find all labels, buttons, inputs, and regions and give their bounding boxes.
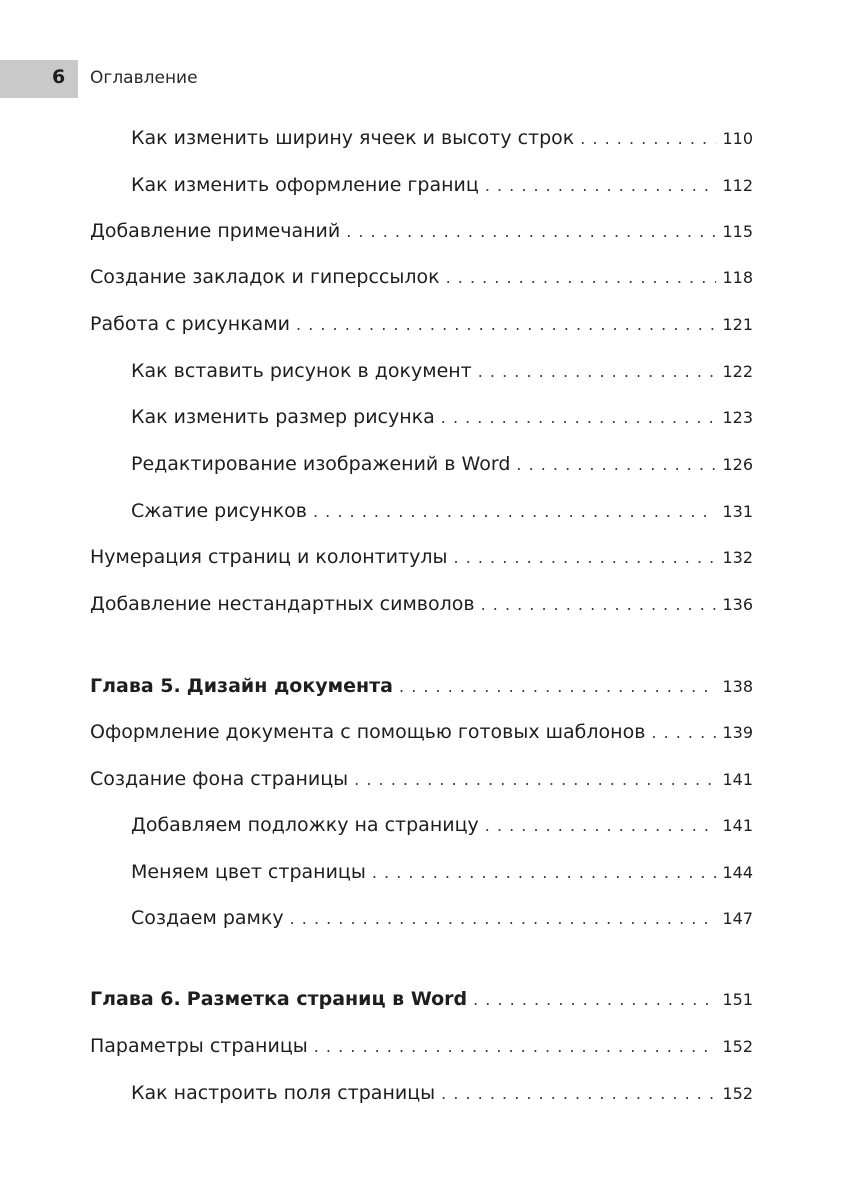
toc-entry <box>131 358 753 384</box>
toc-entry-page: 131 <box>722 502 753 521</box>
toc-entry-title: Меняем цвет страницы <box>131 861 366 883</box>
toc-entry-title: Параметры страницы <box>90 1035 308 1057</box>
toc-entry <box>90 311 753 337</box>
toc-leader-dots <box>313 499 716 525</box>
toc-leader-dots <box>372 860 717 886</box>
toc-entry-title: Как изменить ширину ячеек и высоту строк <box>131 127 575 149</box>
toc-entry-page: 126 <box>722 455 753 474</box>
toc-entry-page: 122 <box>722 362 753 381</box>
toc-entry-title: Как настроить поля страницы <box>131 1082 436 1104</box>
toc-leader-dots <box>481 592 717 618</box>
toc-entry-page: 110 <box>722 129 753 148</box>
toc-entry-page: 118 <box>722 268 753 287</box>
toc-entry <box>90 1033 753 1059</box>
toc-chapter-title <box>90 673 393 699</box>
toc-entry <box>90 719 753 745</box>
toc-entry <box>131 812 753 838</box>
toc-entry-page: 141 <box>722 770 753 789</box>
toc-entry-page: 138 <box>722 677 753 696</box>
toc-entry <box>90 591 753 617</box>
toc-entry-title: Как изменить оформление границ <box>131 174 479 196</box>
toc-entry <box>131 905 753 931</box>
toc-entry <box>131 404 753 430</box>
toc-entry-title: Добавляем подложку на страницу <box>131 814 479 836</box>
toc-leader-dots <box>399 674 716 700</box>
toc-leader-dots <box>485 173 717 199</box>
toc-leader-dots <box>296 312 716 338</box>
toc-entry-title: Создание фона страницы <box>90 768 349 790</box>
toc-entry-title: Добавление примечаний <box>90 220 341 242</box>
toc-entry <box>90 264 753 290</box>
toc-leader-dots <box>485 813 717 839</box>
toc-entry-page: 151 <box>722 990 753 1009</box>
chapter-title: Разметка страниц в Word <box>186 988 468 1010</box>
toc-entry <box>131 172 753 198</box>
toc-leader-dots <box>346 219 716 245</box>
toc-entry-title: Как изменить размер рисунка <box>131 406 435 428</box>
toc-entry-title: Сжатие рисунков <box>131 500 307 522</box>
toc-leader-dots <box>473 987 716 1013</box>
toc-entry-page: 144 <box>722 863 753 882</box>
toc-entry-title: Как вставить рисунок в документ <box>131 360 472 382</box>
toc-leader-dots <box>580 126 716 152</box>
toc-entry-page: 115 <box>722 222 753 241</box>
toc-entry-page: 121 <box>722 315 753 334</box>
toc-entry-page: 147 <box>722 909 753 928</box>
toc-entry-title: Оформление документа с помощью готовых шаблонов <box>90 721 646 743</box>
toc-entry <box>131 125 753 151</box>
toc-leader-dots <box>516 452 716 478</box>
toc-entry-page: 141 <box>722 816 753 835</box>
chapter-number: Глава 5. <box>90 675 181 697</box>
toc-leader-dots <box>441 1081 716 1107</box>
page-number: 6 <box>52 66 66 88</box>
toc-entry-page: 112 <box>722 176 753 195</box>
toc-entry <box>131 498 753 524</box>
toc-entry-page: 136 <box>722 595 753 614</box>
toc-entry <box>131 451 753 477</box>
running-title: Оглавление <box>90 68 198 88</box>
toc-entry-title: Создание закладок и гиперссылок <box>90 266 440 288</box>
toc-leader-dots <box>478 359 717 385</box>
chapter-title: Дизайн документа <box>186 675 394 697</box>
toc-entry-page: 152 <box>722 1084 753 1103</box>
toc-entry <box>90 766 753 792</box>
toc-entry-title: Создаем рамку <box>131 907 284 929</box>
toc-entry <box>90 218 753 244</box>
toc-entry-title: Добавление нестандартных символов <box>90 593 475 615</box>
chapter-number: Глава 6. <box>90 988 181 1010</box>
toc-leader-dots <box>441 405 717 431</box>
toc-leader-dots <box>354 767 716 793</box>
toc-chapter-entry <box>90 986 753 1012</box>
toc-entry-page: 152 <box>722 1037 753 1056</box>
toc-leader-dots <box>446 265 717 291</box>
toc-entry-title: Редактирование изображений в Word <box>131 453 511 475</box>
toc-entry-page: 132 <box>722 548 753 567</box>
toc-entry <box>131 859 753 885</box>
toc-leader-dots <box>314 1034 717 1060</box>
toc-entry <box>131 1080 753 1106</box>
toc-entry-title: Нумерация страниц и колонтитулы <box>90 546 448 568</box>
toc-entry-title: Работа с рисунками <box>90 313 291 335</box>
toc-chapter-entry <box>90 673 753 699</box>
toc-leader-dots <box>651 720 716 746</box>
toc-entry <box>90 544 753 570</box>
toc-entry-page: 139 <box>722 723 753 742</box>
toc-leader-dots <box>454 545 717 571</box>
toc-chapter-title <box>90 986 467 1012</box>
toc-entry-page: 123 <box>722 408 753 427</box>
toc-leader-dots <box>290 906 717 932</box>
